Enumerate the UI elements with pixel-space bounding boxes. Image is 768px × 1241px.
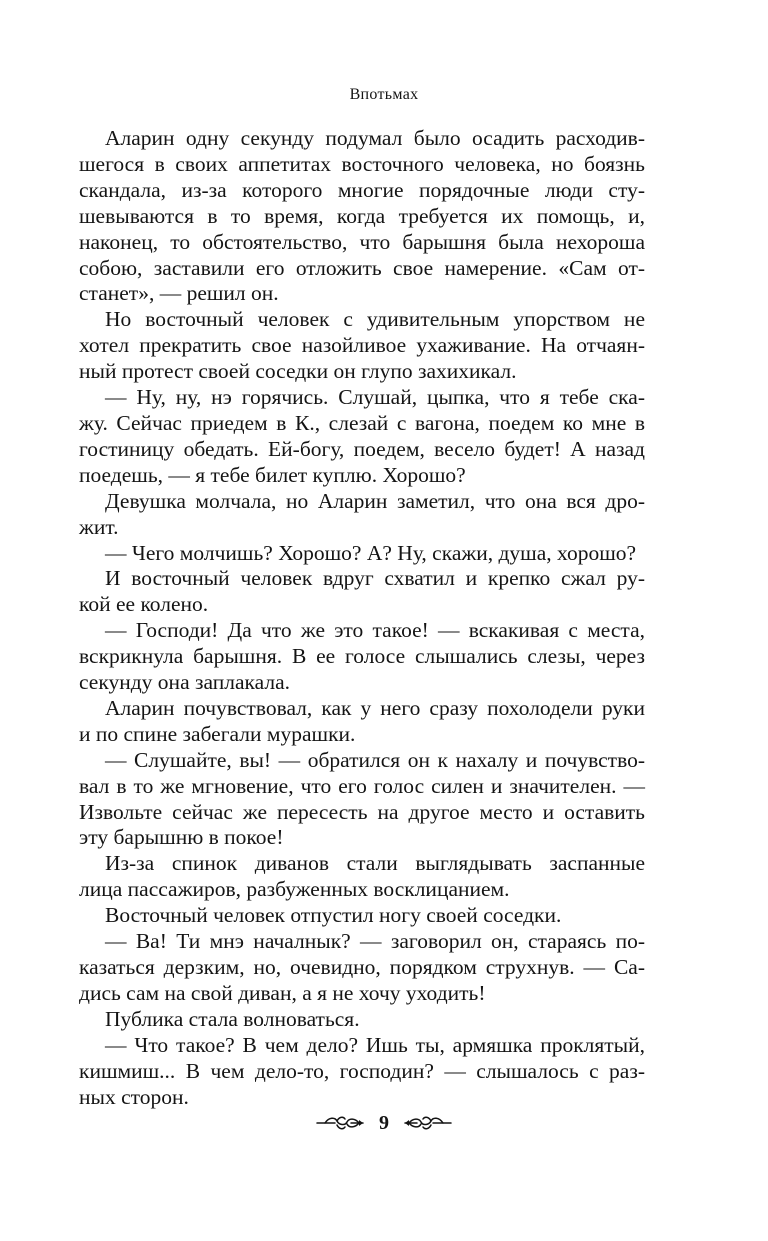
text-line: Аларин одну секунду подумал было осадить расходив- (105, 126, 645, 150)
text-line: ный протест своей соседки он глупо захихикал. (79, 359, 517, 384)
text-line: вскрикнула барышня. В ее голосе слышались слезы, через (79, 644, 645, 669)
text-line: — Слушайте, вы! — обратился он к нахалу и почувство- (105, 747, 645, 772)
paragraph (79, 541, 645, 567)
text-line: Но восточный человек с удивительным упорством не (105, 307, 645, 332)
paragraph (79, 385, 645, 489)
text-line: ных сторон. (79, 1084, 189, 1109)
right-flourish-icon (403, 1113, 453, 1133)
paragraph (79, 126, 645, 307)
text-line: гостиницу обедать. Ей-богу, поедем, весело будет! А назад (79, 436, 645, 461)
left-flourish-icon (315, 1113, 365, 1133)
text-line: жу. Сейчас приедем в К., слезай с вагона, поедем ко мне в (79, 410, 645, 435)
text-line: — Господи! Да что же это такое! — вскакивая с места, (105, 618, 645, 643)
text-line: Из-за спинок диванов стали выглядывать заспанные (105, 851, 645, 876)
paragraph (79, 307, 645, 385)
paragraph (79, 696, 645, 748)
paragraph (79, 903, 645, 929)
text-line: — Ва! Ти мнэ началнык? — заговорил он, стараясь по- (105, 929, 645, 954)
text-line: Извольте сейчас же пересесть на другое место и оставить (79, 799, 645, 824)
text-line: секунду она заплакала. (79, 670, 291, 695)
paragraph (79, 851, 645, 903)
paragraph (79, 489, 645, 541)
text-line: шегося в своих аппетитах восточного человека, но боязнь (79, 151, 645, 176)
text-line: Восточный человек отпустил ногу своей соседки. (105, 903, 562, 928)
text-line: — Чего молчишь? Хорошо? А? Ну, скажи, душа, хорошо? (105, 540, 637, 565)
text-line: собою, заставили его отложить свое намерение. «Сам от- (79, 255, 645, 280)
text-line: наконец, то обстоятельство, что барышня была нехороша (79, 229, 645, 254)
paragraph (79, 1033, 645, 1111)
text-line: дись сам на свой диван, а я не хочу уходить! (79, 980, 486, 1005)
folio (0, 1108, 768, 1138)
text-line: жит. (79, 514, 119, 539)
text-line: эту барышню в покое! (79, 825, 284, 850)
running-head: Впотьмах (349, 86, 419, 103)
paragraph (79, 748, 645, 852)
text-line: станет», — решил он. (79, 281, 279, 306)
text-line: лица пассажиров, разбуженных восклицанием. (79, 877, 510, 902)
text-line: кишмиш... В чем дело-то, господин? — слышалось с раз- (79, 1058, 645, 1083)
text-line: хотел прекратить свое назойливое ухаживание. На отчаян- (79, 333, 645, 358)
text-line: Аларин почувствовал, как у него сразу похолодели руки (105, 695, 645, 720)
text-line: вал в то же мгновение, что его голос силен и значителен. — (79, 773, 645, 798)
text-line: шевываются в то время, когда требуется их помощь, и, (79, 203, 645, 228)
text-line: скандала, из-за которого многие порядочные люди сту- (79, 177, 645, 202)
paragraph (79, 618, 645, 696)
text-line: Публика стала волноваться. (105, 1006, 360, 1031)
text-line: казаться дерзким, но, очевидно, порядком струхнув. — Са- (79, 955, 645, 979)
text-line: Девушка молчала, но Аларин заметил, что она вся дро- (105, 488, 645, 513)
paragraph (79, 929, 645, 1007)
text-line: поедешь, — я тебе билет куплю. Хорошо? (79, 462, 466, 487)
paragraph (79, 566, 645, 618)
paragraph (79, 1007, 645, 1033)
text-line: — Что такое? В чем дело? Ишь ты, армяшка проклятый, (105, 1032, 645, 1057)
text-line: — Ну, ну, нэ горячись. Слушай, цыпка, что я тебе ска- (105, 385, 645, 410)
text-line: И восточный человек вдруг схватил и крепко сжал ру- (105, 566, 645, 591)
text-line: кой ее колено. (79, 592, 209, 617)
body-text (79, 126, 645, 1110)
text-line: и по спине забегали мурашки. (79, 721, 356, 746)
page-number: 9 (379, 1111, 389, 1134)
